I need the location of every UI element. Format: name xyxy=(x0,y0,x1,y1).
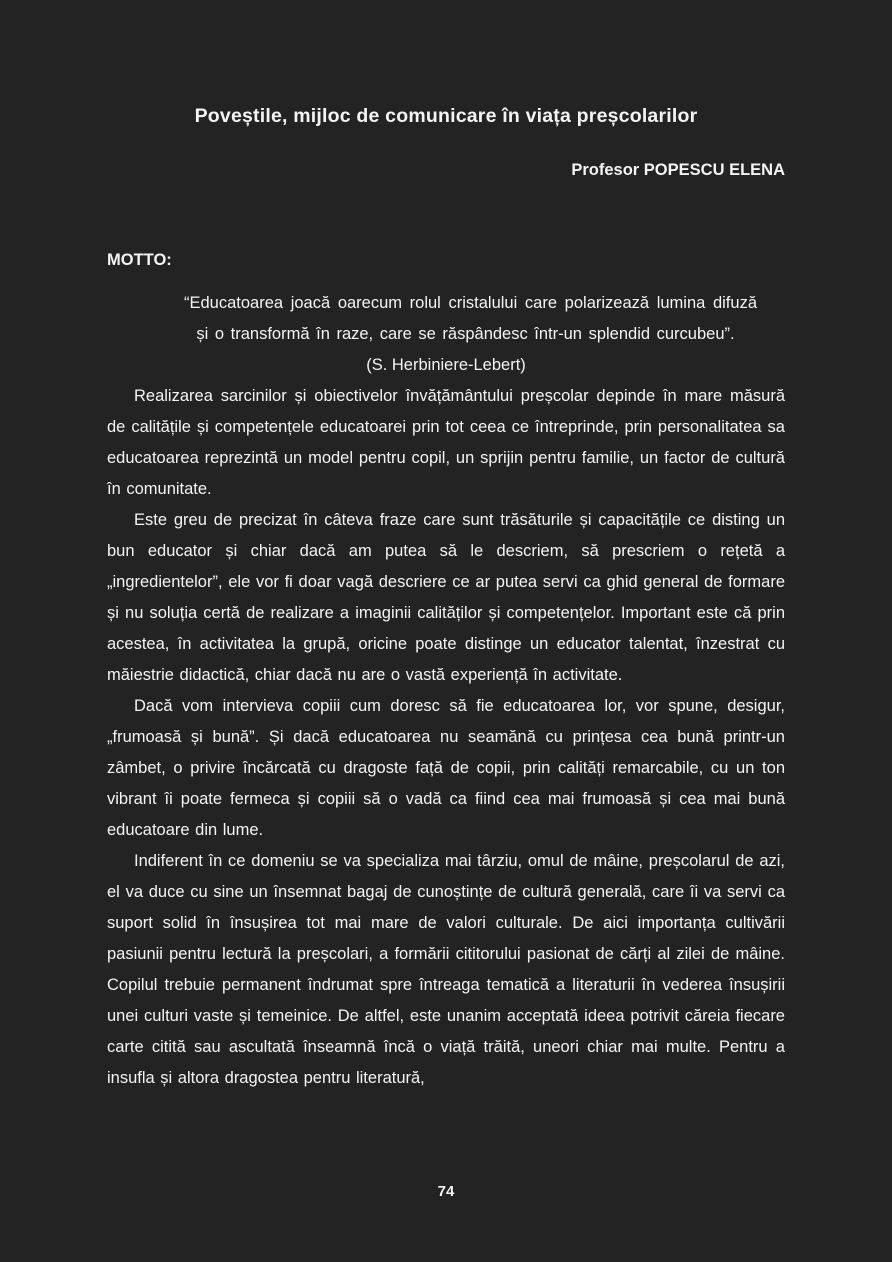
body-text xyxy=(107,381,785,1094)
body-paragraph: Este greu de precizat în câteva fraze care sunt trăsăturile și capacitățile ce disting un bun educator și chiar dacă am putea să le descriem, să prescriem o rețetă a „ingredientelor”, ele vor fi doar vagă descriere ce ar putea servi ca ghid general de formare și nu soluția certă de realizare a imaginii calităților și competențelor. Important este că prin acestea, în activitatea la grupă, oricine poate distinge un educator talentat, înzestrat cu măiestrie didactică, chiar dacă nu are o vastă experiență în activitate. xyxy=(107,511,785,684)
page-number: 74 xyxy=(437,1183,455,1200)
page-title: Poveștile, mijloc de comunicare în viața preșcolarilor xyxy=(194,105,698,127)
body-paragraph: Realizarea sarcinilor și obiectivelor învățământului preșcolar depinde în mare măsură de calitățile și competențele educatoarei prin tot ceea ce întreprinde, prin personalitatea sa educatoarea reprezintă un model pentru copil, un sprijin pentru familie, un factor de cultură în comunitate. xyxy=(107,387,785,498)
motto-attribution: (S. Herbiniere-Lebert) xyxy=(366,356,526,374)
author-byline: Profesor POPESCU ELENA xyxy=(571,161,785,179)
page-content xyxy=(0,103,892,1094)
body-paragraph: Indiferent în ce domeniu se va specializa mai târziu, omul de mâine, preșcolarul de azi, el va duce cu sine un însemnat bagaj de cunoștințe de cultură generală, care îi va servi ca suport solid în însușirea tot mai mare de valori culturale. De aici importanța cultivării pasiunii pentru lectură la preșcolari, a formării cititorului pasionat de cărți al zilei de mâine. Copilul trebuie permanent îndrumat spre întreaga tematică a literaturii în vederea însușirii unei culturi vaste și temeinice. De altfel, este unanim acceptată ideea potrivit căreia fiecare carte citită sau ascultată înseamnă încă o viață trăită, uneori chiar mai multe. Pentru a insufla și altora dragostea pentru literatură, xyxy=(107,852,785,1087)
body-paragraph: Dacă vom intervieva copiii cum doresc să fie educatoarea lor, vor spune, desigur, „frumoasă și bună”. Și dacă educatoarea nu seamănă cu prințesa cea bună printr-un zâmbet, o privire încărcată cu dragoste față de copii, prin calități remarcabile, cu un ton vibrant îi poate fermeca și copiii să o vadă ca fiind cea mai frumoasă și cea mai bună educatoare din lume. xyxy=(107,697,785,839)
motto-quote: “Educatoarea joacă oarecum rolul cristalului care polarizează lumina difuză și o transformă în raze, care se răspândesc într-un splendid curcubeu”. xyxy=(184,294,757,343)
motto-label: MOTTO: xyxy=(107,251,172,269)
